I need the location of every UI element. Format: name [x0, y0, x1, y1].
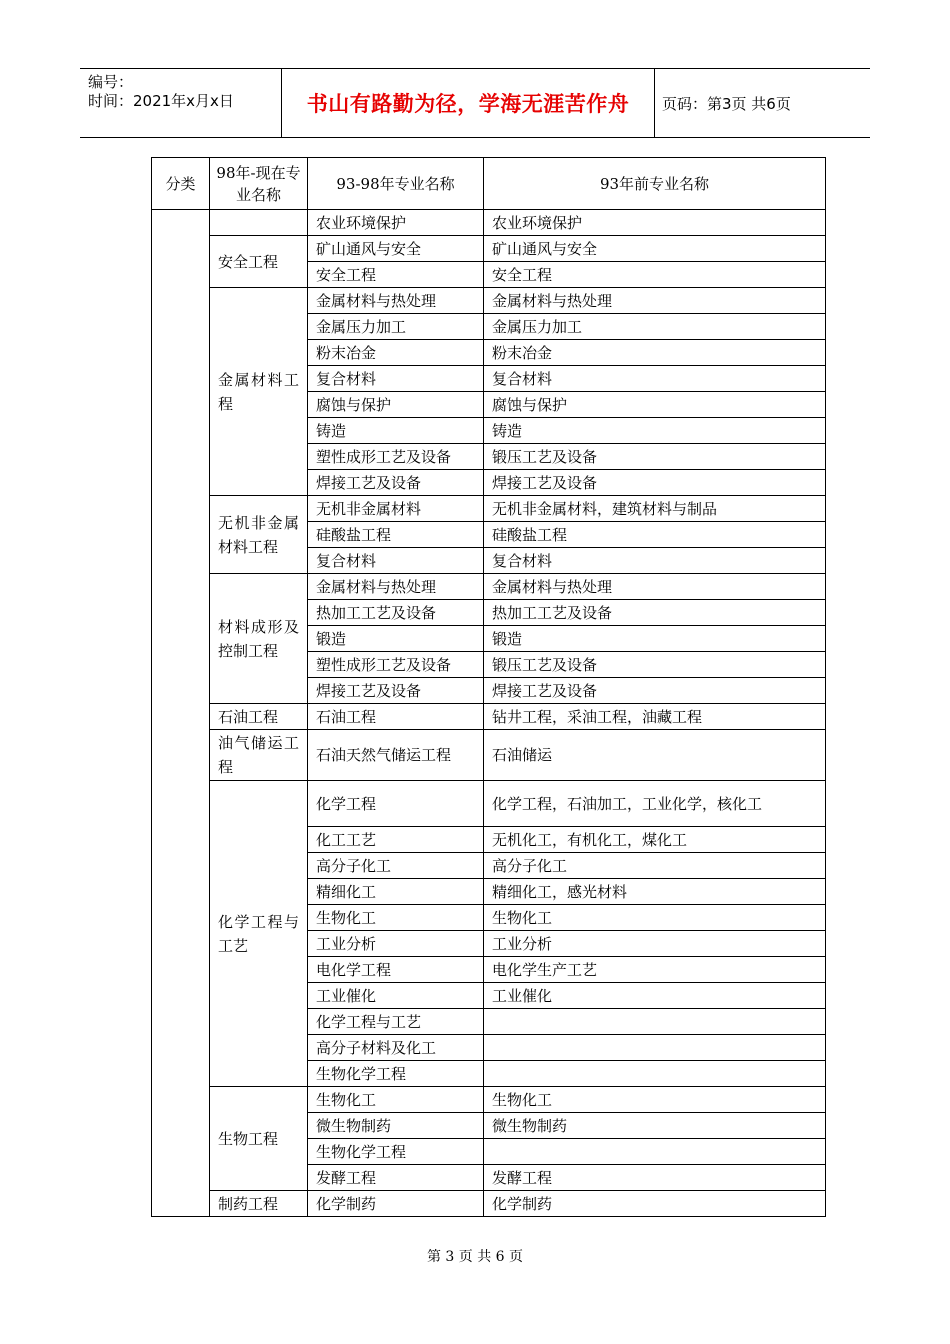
major-9398-cell: 精细化工 [308, 879, 484, 905]
table-row [152, 288, 826, 314]
major-9398-cell: 石油工程 [308, 704, 484, 730]
major-pre93-cell: 锻造 [484, 626, 826, 652]
major-pre93-cell: 发酵工程 [484, 1165, 826, 1191]
major-pre93-cell: 复合材料 [484, 366, 826, 392]
group-name-cell: 油气储运工程 [210, 730, 308, 781]
group-name-cell [210, 210, 308, 236]
major-pre93-cell: 复合材料 [484, 548, 826, 574]
group-name-cell: 金属材料工程 [210, 288, 308, 496]
major-9398-cell: 铸造 [308, 418, 484, 444]
table-header-row [152, 158, 826, 210]
header-category: 分类 [152, 158, 210, 210]
table-row [152, 210, 826, 236]
header-divider [654, 69, 655, 137]
major-9398-cell: 生物化工 [308, 905, 484, 931]
major-pre93-cell: 金属材料与热处理 [484, 288, 826, 314]
major-9398-cell: 粉末冶金 [308, 340, 484, 366]
major-9398-cell: 微生物制药 [308, 1113, 484, 1139]
table-row [152, 1087, 826, 1113]
major-pre93-cell: 焊接工艺及设备 [484, 678, 826, 704]
major-9398-cell: 生物化学工程 [308, 1139, 484, 1165]
major-9398-cell: 锻造 [308, 626, 484, 652]
motto: 书山有路勤为径，学海无涯苦作舟 [306, 92, 630, 116]
major-9398-cell: 焊接工艺及设备 [308, 678, 484, 704]
page-info: 页码：第3页 共6页 [662, 94, 791, 113]
major-9398-cell: 焊接工艺及设备 [308, 470, 484, 496]
table-row [152, 574, 826, 600]
major-pre93-cell: 生物化工 [484, 905, 826, 931]
major-9398-cell: 金属材料与热处理 [308, 574, 484, 600]
major-9398-cell: 金属材料与热处理 [308, 288, 484, 314]
major-9398-cell: 高分子材料及化工 [308, 1035, 484, 1061]
major-9398-cell: 农业环境保护 [308, 210, 484, 236]
major-9398-cell: 矿山通风与安全 [308, 236, 484, 262]
major-pre93-cell: 工业分析 [484, 931, 826, 957]
major-9398-cell: 复合材料 [308, 366, 484, 392]
major-9398-cell: 生物化学工程 [308, 1061, 484, 1087]
table-row [152, 704, 826, 730]
major-9398-cell: 金属压力加工 [308, 314, 484, 340]
major-9398-cell: 发酵工程 [308, 1165, 484, 1191]
table-row [152, 496, 826, 522]
table-row [152, 730, 826, 781]
major-pre93-cell: 化学工程，石油加工，工业化学，核化工 [484, 781, 826, 827]
major-pre93-cell: 锻压工艺及设备 [484, 444, 826, 470]
major-pre93-cell: 钻井工程，采油工程，油藏工程 [484, 704, 826, 730]
major-pre93-cell: 腐蚀与保护 [484, 392, 826, 418]
group-name-cell: 制药工程 [210, 1191, 308, 1217]
major-9398-cell: 高分子化工 [308, 853, 484, 879]
major-pre93-cell: 矿山通风与安全 [484, 236, 826, 262]
major-pre93-cell: 粉末冶金 [484, 340, 826, 366]
major-9398-cell: 安全工程 [308, 262, 484, 288]
header-current-major: 98年-现在专业名称 [210, 158, 308, 210]
major-pre93-cell: 焊接工艺及设备 [484, 470, 826, 496]
major-mapping-table [151, 157, 826, 1217]
major-pre93-cell [484, 1035, 826, 1061]
group-name-cell: 材料成形及控制工程 [210, 574, 308, 704]
major-pre93-cell: 铸造 [484, 418, 826, 444]
major-pre93-cell: 石油储运 [484, 730, 826, 781]
major-pre93-cell: 硅酸盐工程 [484, 522, 826, 548]
major-9398-cell: 塑性成形工艺及设备 [308, 444, 484, 470]
group-name-cell: 无机非金属材料工程 [210, 496, 308, 574]
number-label: 编号： [88, 73, 134, 91]
major-pre93-cell: 金属材料与热处理 [484, 574, 826, 600]
major-pre93-cell [484, 1139, 826, 1165]
major-9398-cell: 硅酸盐工程 [308, 522, 484, 548]
major-9398-cell: 塑性成形工艺及设备 [308, 652, 484, 678]
major-9398-cell: 化学制药 [308, 1191, 484, 1217]
major-pre93-cell: 高分子化工 [484, 853, 826, 879]
header-9398-major: 93-98年专业名称 [308, 158, 484, 210]
group-name-cell: 化学工程与工艺 [210, 781, 308, 1087]
major-pre93-cell: 生物化工 [484, 1087, 826, 1113]
major-9398-cell: 电化学工程 [308, 957, 484, 983]
major-9398-cell: 工业分析 [308, 931, 484, 957]
major-9398-cell: 生物化工 [308, 1087, 484, 1113]
major-pre93-cell: 热加工工艺及设备 [484, 600, 826, 626]
category-cell [152, 210, 210, 1217]
major-pre93-cell: 锻压工艺及设备 [484, 652, 826, 678]
major-pre93-cell: 电化学生产工艺 [484, 957, 826, 983]
major-pre93-cell: 金属压力加工 [484, 314, 826, 340]
major-9398-cell: 化学工程 [308, 781, 484, 827]
major-pre93-cell: 农业环境保护 [484, 210, 826, 236]
major-pre93-cell [484, 1009, 826, 1035]
major-pre93-cell: 微生物制药 [484, 1113, 826, 1139]
major-pre93-cell: 精细化工，感光材料 [484, 879, 826, 905]
major-9398-cell: 热加工工艺及设备 [308, 600, 484, 626]
major-pre93-cell: 无机化工，有机化工，煤化工 [484, 827, 826, 853]
group-name-cell: 安全工程 [210, 236, 308, 288]
major-pre93-cell: 化学制药 [484, 1191, 826, 1217]
header-pre93-major: 93年前专业名称 [484, 158, 826, 210]
major-pre93-cell [484, 1061, 826, 1087]
major-9398-cell: 无机非金属材料 [308, 496, 484, 522]
major-9398-cell: 复合材料 [308, 548, 484, 574]
major-9398-cell: 石油天然气储运工程 [308, 730, 484, 781]
major-9398-cell: 化工工艺 [308, 827, 484, 853]
table-row [152, 1191, 826, 1217]
header-left [88, 73, 234, 111]
document-header [80, 68, 870, 138]
table-row [152, 781, 826, 827]
table-row [152, 236, 826, 262]
group-name-cell: 生物工程 [210, 1087, 308, 1191]
major-9398-cell: 腐蚀与保护 [308, 392, 484, 418]
major-pre93-cell: 安全工程 [484, 262, 826, 288]
major-pre93-cell: 工业催化 [484, 983, 826, 1009]
group-name-cell: 石油工程 [210, 704, 308, 730]
major-9398-cell: 化学工程与工艺 [308, 1009, 484, 1035]
major-pre93-cell: 无机非金属材料，建筑材料与制品 [484, 496, 826, 522]
page-footer: 第 3 页 共 6 页 [426, 1249, 524, 1265]
major-9398-cell: 工业催化 [308, 983, 484, 1009]
time-label: 时间：2021年x月x日 [88, 92, 234, 110]
